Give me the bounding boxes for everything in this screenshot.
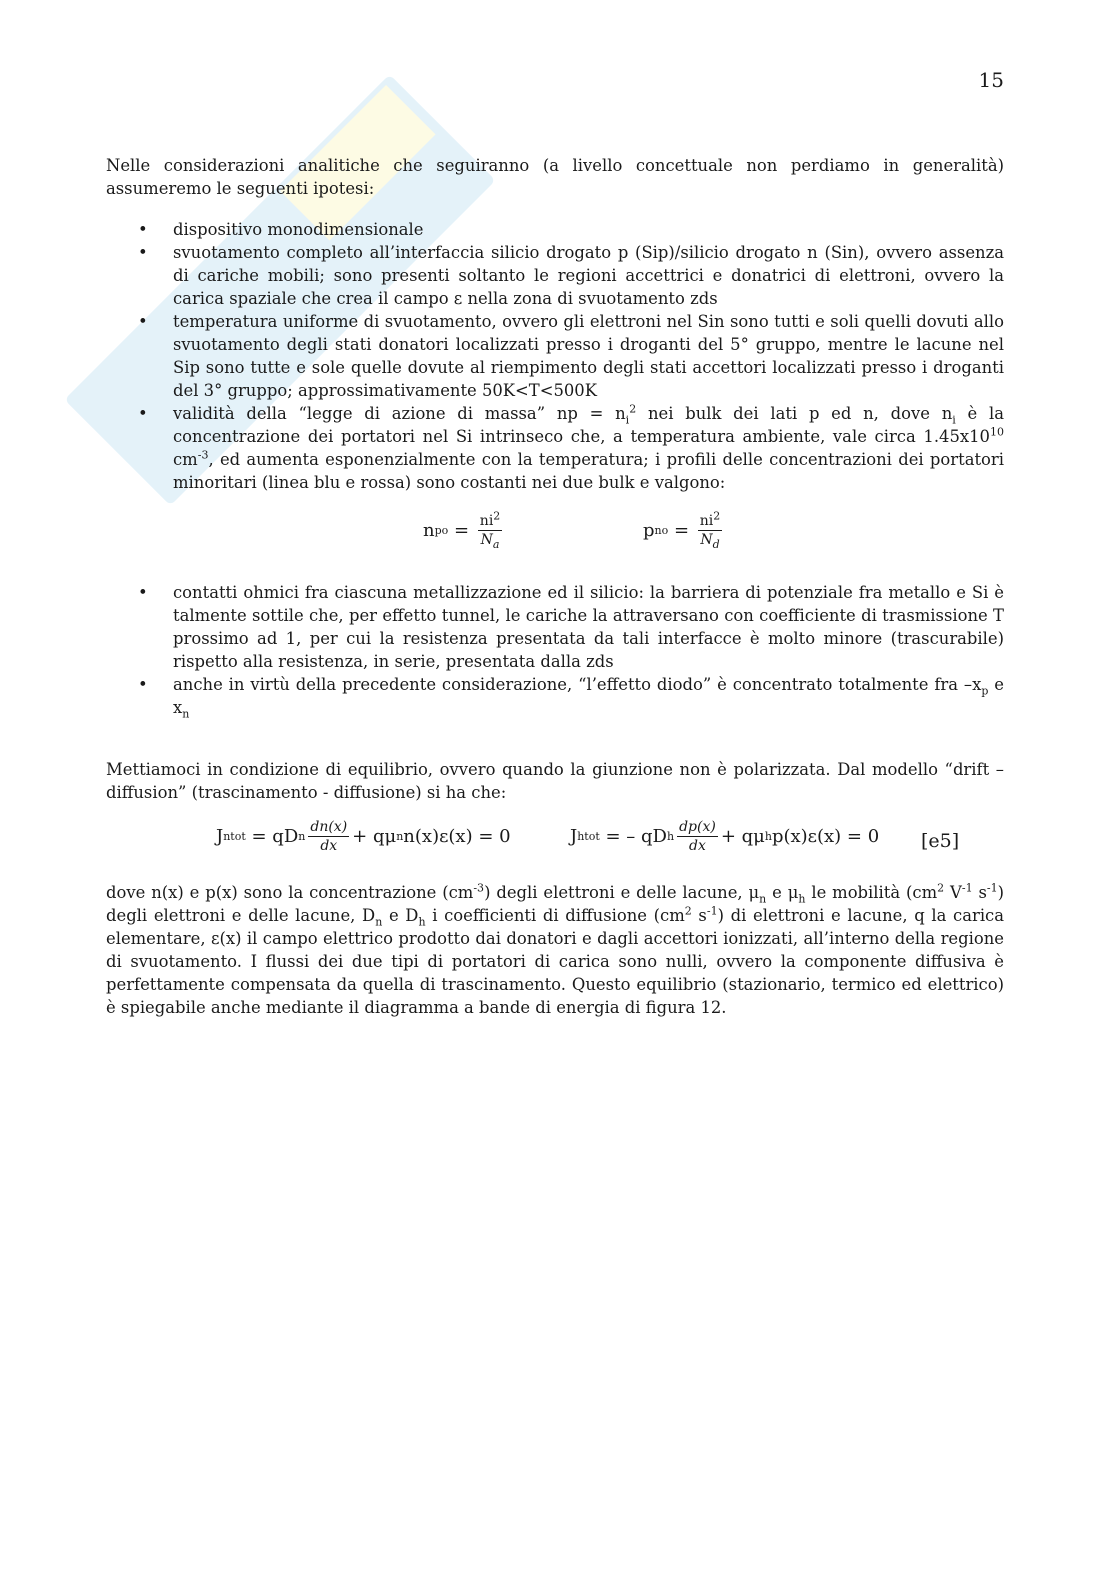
pno-equation: p no = $\frac{ni^2}{N_d}$ xyxy=(643,509,721,551)
intro-paragraph: Nelle considerazioni analitiche che seguiranno (a livello concettuale non perdiamo in generalità) assumeremo le seguenti ipotesi: xyxy=(106,156,1004,198)
electron-current-equation: J ntot = qD n $\frac{dn(x)}{dx}$ + qμ n n(x)ε(x) = 0 xyxy=(216,819,511,854)
npo-equation: n po = $\frac{ni^2}{N_a}$ xyxy=(423,509,501,551)
equilibrium-paragraph: Mettiamoci in condizione di equilibrio, ovvero quando la giunzione non è polarizzata. Dal modello “drift – diffusion” (trascinamento - diffusione) si ha che: xyxy=(106,760,1004,802)
fraction: $\frac{dp(x)}{dx}$ xyxy=(679,819,716,854)
list-item: • validità della “legge di azione di massa” np = $n_i^2$ nei bulk dei lati p ed n, dove $n_i$ è la concentrazione dei portatori nel Si intrinseco che, a temperatura ambiente, vale circa $1.45x10^{10}$ $cm^{-3}$, ed aumenta esponenzialmente con la temperatura; i profili delle concentrazioni dei portatori minoritari (linea blu e rossa) sono costanti nei due bulk e valgono: xyxy=(106,402,1004,494)
hypotheses-list-continued xyxy=(106,581,1004,719)
list-item: • temperatura uniforme di svuotamento, ovvero gli elettroni nel Sin sono tutti e soli quelli dovuti allo svuotamento degli stati donatori localizzati presso i droganti del 5° gruppo, mentre le lacune nel Sip sono tutte e sole quelle dovute al riempimento degli stati accettori localizzati presso i droganti del 3° gruppo; approssimativamente 50K<T<500K xyxy=(106,310,1004,402)
fraction: $\frac{ni^2}{N_a}$ xyxy=(479,509,501,551)
list-item: • svuotamento completo all’interfaccia silicio drogato p (Sip)/silicio drogato n (Sin), ovvero assenza di cariche mobili; sono presenti soltanto le regioni accettrici e donatrici di elettroni, ovvero la carica spaziale che crea il campo ε nella zona di svuotamento zds xyxy=(106,241,1004,310)
equation-tag: [e5] xyxy=(921,830,960,852)
page-number: 15 xyxy=(978,68,1004,92)
fraction: $\frac{ni^2}{N_d}$ xyxy=(699,509,721,551)
list-item: • anche in virtù della precedente considerazione, “l’effetto diodo” è concentrato totalmente fra $-x_p$ e $x_n$ xyxy=(106,673,1004,719)
hole-current-equation: J htot = – qD h $\frac{dp(x)}{dx}$ + qμ h p(x)ε(x) = 0 xyxy=(570,819,880,854)
list-item: • contatti ohmici fra ciascuna metallizzazione ed il silicio: la barriera di potenziale fra metallo e Si è talmente sottile che, per effetto tunnel, le cariche la attraversano con coefficiente di trasmissione T prossimo ad 1, per cui la resistenza presentata da tali interfacce è molto minore (trascurabile) rispetto alla resistenza, in serie, presentata dalla zds xyxy=(106,581,1004,673)
fraction: $\frac{dn(x)}{dx}$ xyxy=(310,819,348,854)
list-item: • dispositivo monodimensionale xyxy=(106,218,1004,241)
hypotheses-list xyxy=(106,218,1004,494)
definitions-paragraph: dove n(x) e p(x) sono la concentrazione $(cm^{-3})$ degli elettroni e delle lacune, $\mu_n$ e $\mu_h$ le mobilità ($cm^2$ $V^{-1}$ $s^{-1}$) degli elettroni e delle lacune, $D_n$ e $D_h$ i coefficienti di diffusione ($cm^2$ $s^{-1}$) di elettroni e lacune, q la carica elementare, ε(x) il campo elettrico prodotto dai donatori e dagli accettori ionizzati, all’interno della regione di svuotamento. I flussi dei due tipi di portatori di carica sono nulli, ovvero la componente diffusiva è perfettamente compensata da quella di trascinamento. Questo equilibrio (stazionario, termico ed elettrico) è spiegabile anche mediante il diagramma a bande di energia di figura 12. xyxy=(106,881,1005,1017)
